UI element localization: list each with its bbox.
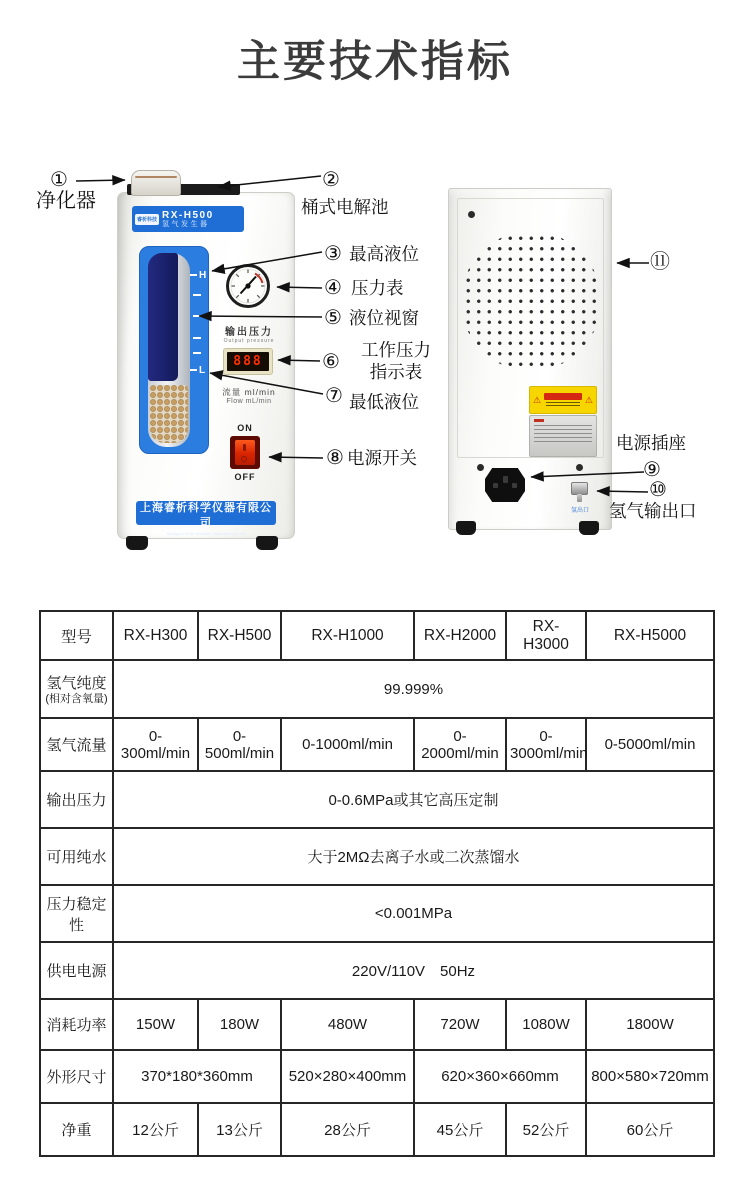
company-name-en: Shanghai RuiXi Scientific Instrument Co.,Ltd xyxy=(166,531,246,536)
outlet-small-label: 氢出口 xyxy=(570,508,589,514)
brand-label xyxy=(132,206,244,232)
flow-label: 流量 ml/min Flow mL/min xyxy=(222,387,276,405)
row-label: 输出压力 xyxy=(40,771,113,828)
liquid-column xyxy=(148,253,178,381)
level-tick xyxy=(193,294,201,296)
table-cell: RX-H500 xyxy=(198,611,281,660)
table-cell: 13公斤 xyxy=(198,1103,281,1156)
brand-logo: 睿析科技 xyxy=(135,214,159,225)
row-label: 型号 xyxy=(40,611,113,660)
table-cell: RX-H5000 xyxy=(586,611,714,660)
table-row-weight xyxy=(40,1103,714,1156)
product-name-text: 氢气发生器 xyxy=(162,220,210,228)
company-name-cn: 上海睿析科学仪器有限公司 xyxy=(140,502,272,529)
row-label: 净重 xyxy=(40,1103,113,1156)
table-row-water xyxy=(40,828,714,885)
table-cell: 12公斤 xyxy=(113,1103,198,1156)
table-cell: 0-0.6MPa或其它高压定制 xyxy=(113,771,714,828)
table-cell: 370*180*360mm xyxy=(113,1050,281,1103)
back-device-image xyxy=(448,188,612,530)
table-row-purity xyxy=(40,660,714,718)
table-cell: 28公斤 xyxy=(281,1103,414,1156)
table-cell: 150W xyxy=(113,999,198,1050)
switch-on-label: ON xyxy=(237,423,253,433)
row-label: 消耗功率 xyxy=(40,999,113,1050)
callout-label-purifier: 净化器 xyxy=(36,190,96,212)
device-foot xyxy=(256,536,278,550)
callout-label-hydrogen-outlet: 氢气输出口 xyxy=(609,501,697,521)
callout-num-10: ⑩ xyxy=(649,479,667,501)
screw xyxy=(576,464,583,471)
warning-icon: ⚠ xyxy=(533,394,542,405)
device-foot xyxy=(126,536,148,550)
spec-table xyxy=(39,610,715,1157)
table-cell: RX-H3000 xyxy=(506,611,586,660)
table-cell: 0-3000ml/min xyxy=(506,718,586,771)
table-cell: 大于2MΩ去离子水或二次蒸馏水 xyxy=(113,828,714,885)
table-row-models xyxy=(40,611,714,660)
table-row-stability xyxy=(40,885,714,942)
output-pressure-label: 输出压力 Output pressure xyxy=(223,327,275,344)
callout-num-2: ② xyxy=(322,169,340,191)
high-level-mark: H xyxy=(190,270,206,281)
led-digits: 888 xyxy=(227,352,269,371)
device-foot xyxy=(579,521,599,535)
pressure-gauge xyxy=(226,264,270,308)
table-cell: 60公斤 xyxy=(586,1103,714,1156)
screw xyxy=(468,211,475,218)
table-cell: 99.999% xyxy=(113,660,714,718)
power-switch xyxy=(230,436,260,469)
callout-label-pressure-gauge: 压力表 xyxy=(351,278,404,298)
purifier-cap xyxy=(131,170,181,196)
table-cell: 0-2000ml/min xyxy=(414,718,506,771)
table-cell: RX-H1000 xyxy=(281,611,414,660)
table-cell: RX-H300 xyxy=(113,611,198,660)
row-label: 压力稳定性 xyxy=(40,885,113,942)
callout-num-4: ④ xyxy=(324,277,342,299)
table-cell: 0-500ml/min xyxy=(198,718,281,771)
table-cell: 1080W xyxy=(506,999,586,1050)
table-row-power-consumption xyxy=(40,999,714,1050)
table-row-power-supply xyxy=(40,942,714,999)
row-label: 外形尺寸 xyxy=(40,1050,113,1103)
callout-num-8: ⑧ xyxy=(326,447,344,469)
desiccant-beads xyxy=(150,385,188,443)
table-cell: RX-H2000 xyxy=(414,611,506,660)
callout-num-9: ⑨ xyxy=(643,459,661,481)
table-cell: 45公斤 xyxy=(414,1103,506,1156)
callout-label-max-level: 最高液位 xyxy=(349,244,419,264)
level-tick xyxy=(193,337,201,339)
table-cell: 480W xyxy=(281,999,414,1050)
table-cell: 0-5000ml/min xyxy=(586,718,714,771)
liquid-level-window xyxy=(139,246,209,454)
table-row-dimensions xyxy=(40,1050,714,1103)
callout-num-5: ⑤ xyxy=(324,307,342,329)
power-socket xyxy=(485,468,525,502)
row-label: 氢气流量 xyxy=(40,718,113,771)
ventilation-holes xyxy=(461,231,601,371)
device-foot xyxy=(456,521,476,535)
model-text: RX-H500 xyxy=(162,209,214,221)
flow-indicator-display xyxy=(223,348,273,375)
table-cell: 1800W xyxy=(586,999,714,1050)
table-cell: 0-1000ml/min xyxy=(281,718,414,771)
rocker-button xyxy=(235,440,255,465)
product-figure xyxy=(0,130,750,600)
switch-off-label: OFF xyxy=(234,472,256,482)
callout-label-power-switch: 电源开关 xyxy=(347,448,417,468)
low-level-mark: L xyxy=(190,365,205,376)
table-row-output-pressure xyxy=(40,771,714,828)
callout-label-electrolytic-cell: 桶式电解池 xyxy=(301,197,389,217)
table-cell: 180W xyxy=(198,999,281,1050)
row-label: 供电电源 xyxy=(40,942,113,999)
hydrogen-outlet-fitting xyxy=(571,482,588,495)
callout-num-3: ③ xyxy=(324,243,342,265)
company-bar xyxy=(136,501,276,536)
purifier-cap-ring xyxy=(135,176,177,178)
table-cell: 52公斤 xyxy=(506,1103,586,1156)
callout-num-11: ⑪ xyxy=(650,251,670,273)
row-label: 可用纯水 xyxy=(40,828,113,885)
callout-label-working-pressure: 工作压力 指示表 xyxy=(361,340,431,382)
callout-label-level-window: 液位视窗 xyxy=(349,308,419,328)
screw xyxy=(477,464,484,471)
table-cell: 720W xyxy=(414,999,506,1050)
level-tick xyxy=(193,352,201,354)
callout-num-1: ① xyxy=(50,169,68,191)
callout-label-min-level: 最低液位 xyxy=(349,392,419,412)
warning-icon: ⚠ xyxy=(584,394,593,405)
level-tick xyxy=(193,315,201,317)
front-device-image xyxy=(117,192,295,539)
table-cell: 220V/110V 50Hz xyxy=(113,942,714,999)
table-cell: <0.001MPa xyxy=(113,885,714,942)
table-cell: 620×360×660mm xyxy=(414,1050,586,1103)
page-title: 主要技术指标 xyxy=(237,38,513,86)
callout-label-power-socket: 电源插座 xyxy=(616,433,686,453)
warning-label xyxy=(529,386,597,414)
glass-tube xyxy=(148,253,190,447)
table-cell: 520×280×400mm xyxy=(281,1050,414,1103)
table-row-flow xyxy=(40,718,714,771)
table-cell: 800×580×720mm xyxy=(586,1050,714,1103)
row-label: 氢气纯度 (相对含氧量) xyxy=(40,660,113,718)
callout-num-7: ⑦ xyxy=(325,385,343,407)
table-cell: 0-300ml/min xyxy=(113,718,198,771)
nameplate-label xyxy=(529,415,597,457)
callout-num-6: ⑥ xyxy=(322,351,340,373)
